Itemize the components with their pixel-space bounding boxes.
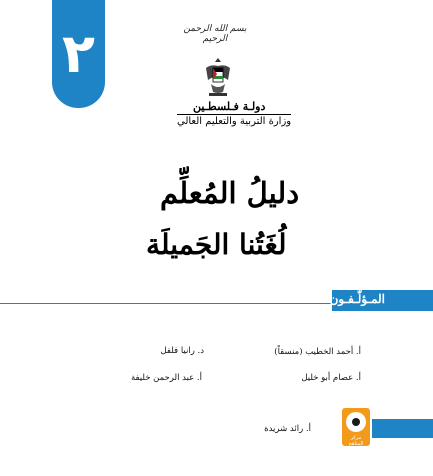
basmala: بسم الله الرحمن الرحيم xyxy=(183,24,247,44)
grade-tab xyxy=(52,0,105,108)
curriculum-center-logo xyxy=(342,408,370,446)
author-name: أ. عصام أبو خليل xyxy=(301,373,361,383)
authors-divider xyxy=(0,303,332,304)
logo-caption: مركز المناهج xyxy=(348,435,364,447)
grade-number: ٢ xyxy=(62,22,95,85)
palestine-emblem-icon xyxy=(203,54,233,98)
logo-dot-icon xyxy=(352,418,360,426)
authors-bar xyxy=(325,290,433,311)
author-name: أ. عبد الرحمن خليفة xyxy=(130,373,202,383)
state-name: دولـة فـلسطـين xyxy=(193,100,266,113)
author-name: أ. رائد شريدة xyxy=(264,424,311,434)
ministry-name: وزارة التربية والتعليم العالي xyxy=(177,116,292,127)
logo-circle-icon xyxy=(346,412,366,432)
title-line-2: لُغَتُنا الجَميلَة xyxy=(146,228,287,261)
title-line-1: دليلُ المُعلِّم xyxy=(160,176,300,210)
authors-label: المـؤلّـفـون: xyxy=(325,292,385,306)
author-name: د. رانيا فلفل xyxy=(160,346,204,356)
bottom-bar xyxy=(372,419,433,438)
author-name: أ. أحمد الخطيب (منسقاً) xyxy=(274,347,361,357)
